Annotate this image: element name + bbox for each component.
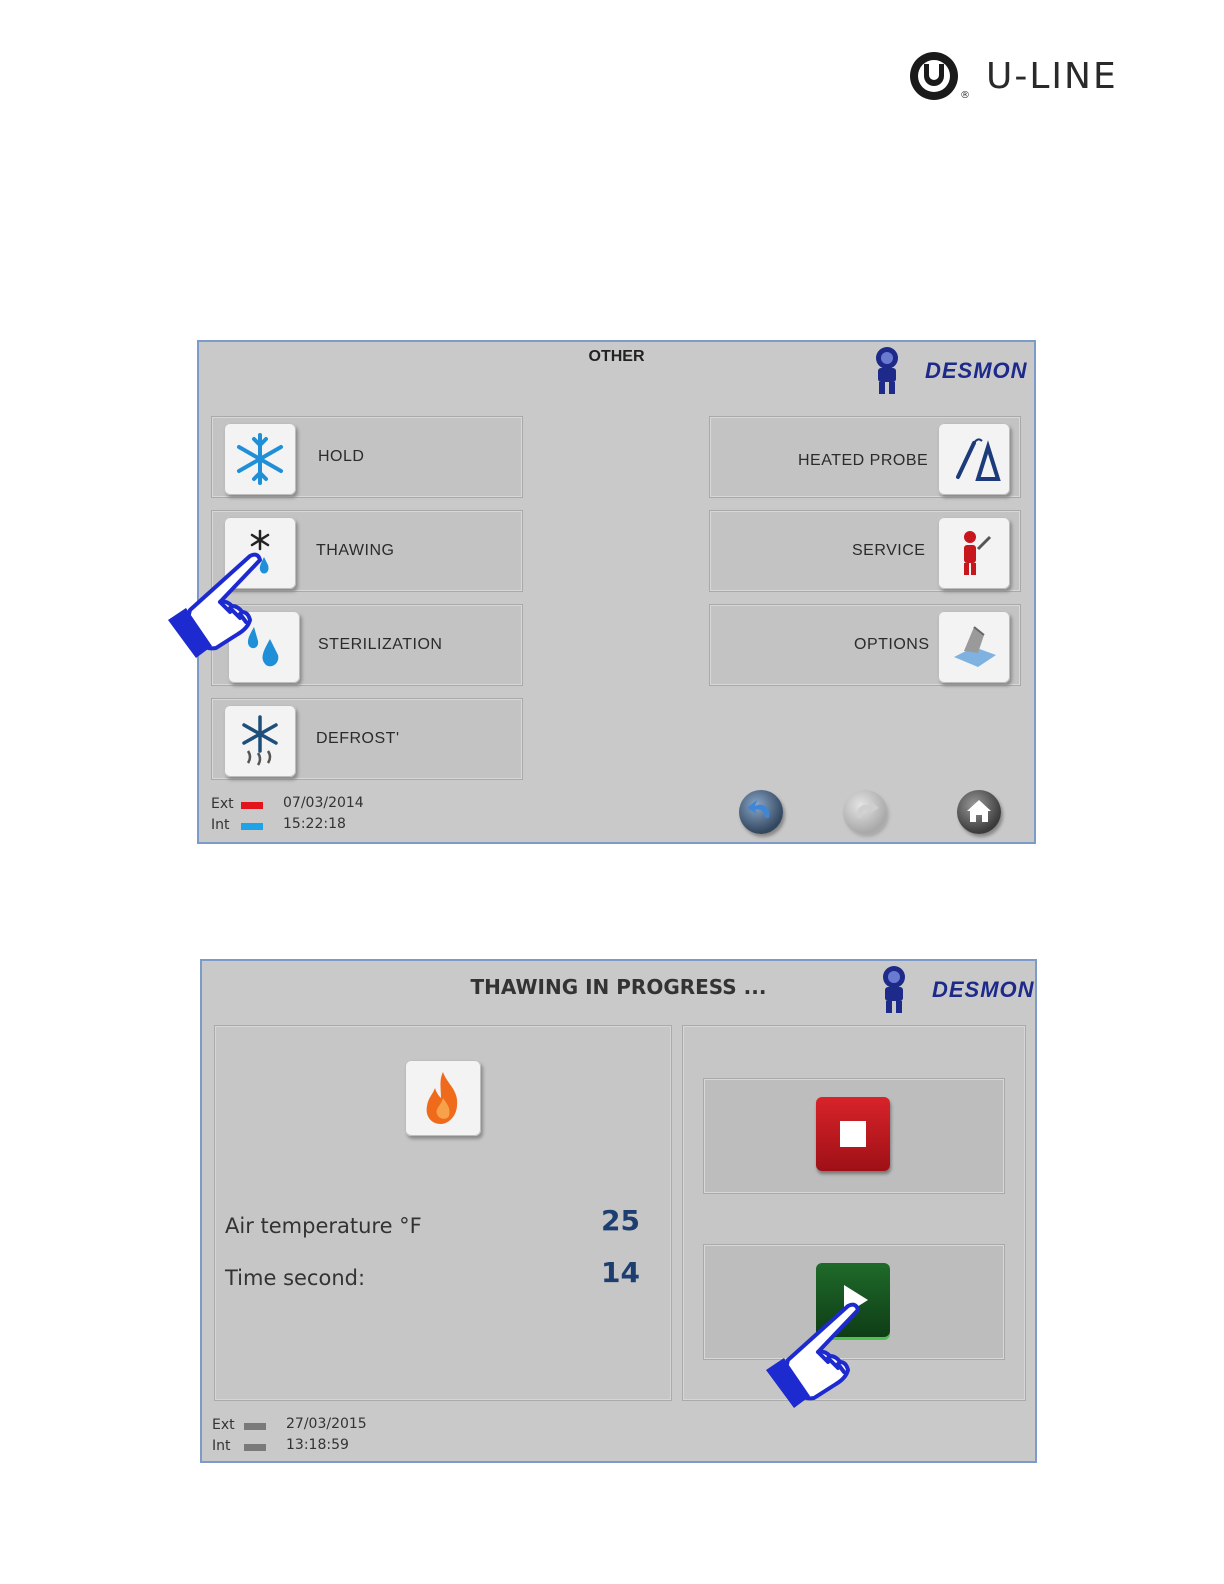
page-title: OTHER — [588, 348, 645, 365]
pointing-hand-icon — [160, 550, 270, 660]
pointing-hand-icon — [758, 1300, 868, 1410]
ext-indicator — [241, 802, 263, 809]
desmon-logo — [867, 344, 1027, 400]
page-title: THAWING IN PROGRESS ... — [470, 975, 767, 999]
air-temperature-label: Air temperature °F — [225, 1214, 422, 1238]
registered-mark: ® — [960, 90, 970, 101]
options-label: OPTIONS — [854, 636, 930, 653]
flame-icon — [413, 1068, 473, 1128]
service-label: SERVICE — [852, 542, 926, 559]
stop-button[interactable] — [703, 1078, 1005, 1194]
options-button[interactable] — [709, 604, 1021, 686]
uline-logo — [910, 50, 1150, 110]
undo-arrow-icon — [739, 790, 783, 834]
service-icon-tile — [938, 517, 1010, 589]
forward-button[interactable] — [843, 790, 887, 834]
options-icon — [944, 617, 1004, 677]
desmon-brand: DESMON — [932, 977, 1035, 1002]
brand-name: U-LINE — [986, 56, 1118, 97]
hold-label: HOLD — [318, 448, 365, 465]
thawing-info-panel — [214, 1025, 672, 1401]
ext-indicator — [244, 1423, 266, 1430]
sterilization-label: STERILIZATION — [318, 636, 443, 653]
redo-arrow-icon — [843, 790, 887, 834]
options-icon-tile — [938, 611, 1010, 683]
desmon-logo — [874, 963, 1034, 1019]
air-temperature-value: 25 — [601, 1204, 640, 1237]
probe-icon — [944, 429, 1004, 489]
defrost-icon-tile — [224, 705, 296, 777]
back-button[interactable] — [739, 790, 783, 834]
desmon-mascot-icon — [869, 346, 905, 396]
desmon-brand: DESMON — [925, 358, 1028, 383]
stop-icon — [816, 1097, 890, 1171]
int-label: Int — [211, 817, 230, 833]
desmon-mascot-icon — [876, 965, 912, 1015]
home-button[interactable] — [957, 790, 1001, 834]
service-icon — [944, 523, 1004, 583]
heated-probe-label: HEATED PROBE — [798, 452, 929, 469]
flame-icon-tile — [405, 1060, 481, 1136]
status-time: 15:22:18 — [283, 816, 346, 832]
ext-label: Ext — [211, 796, 234, 812]
uline-emblem-icon — [910, 52, 958, 100]
hold-button[interactable] — [211, 416, 523, 498]
home-icon — [957, 790, 1001, 834]
status-time: 13:18:59 — [286, 1437, 349, 1453]
time-second-value: 14 — [601, 1256, 640, 1289]
screen-thawing — [200, 959, 1037, 1463]
status-date: 27/03/2015 — [286, 1416, 367, 1432]
ext-label: Ext — [212, 1417, 235, 1433]
defrost-label: DEFROST' — [316, 730, 400, 747]
heated-probe-icon-tile — [938, 423, 1010, 495]
thawing-label: THAWING — [316, 542, 395, 559]
heated-probe-button[interactable] — [709, 416, 1021, 498]
snowflake-icon — [230, 429, 290, 489]
hold-icon-tile — [224, 423, 296, 495]
defrost-button[interactable] — [211, 698, 523, 780]
status-date: 07/03/2014 — [283, 795, 364, 811]
screen-other — [197, 340, 1036, 844]
int-label: Int — [212, 1438, 231, 1454]
time-second-label: Time second: — [225, 1266, 366, 1290]
int-indicator — [241, 823, 263, 830]
defrost-icon — [230, 711, 290, 771]
service-button[interactable] — [709, 510, 1021, 592]
int-indicator — [244, 1444, 266, 1451]
